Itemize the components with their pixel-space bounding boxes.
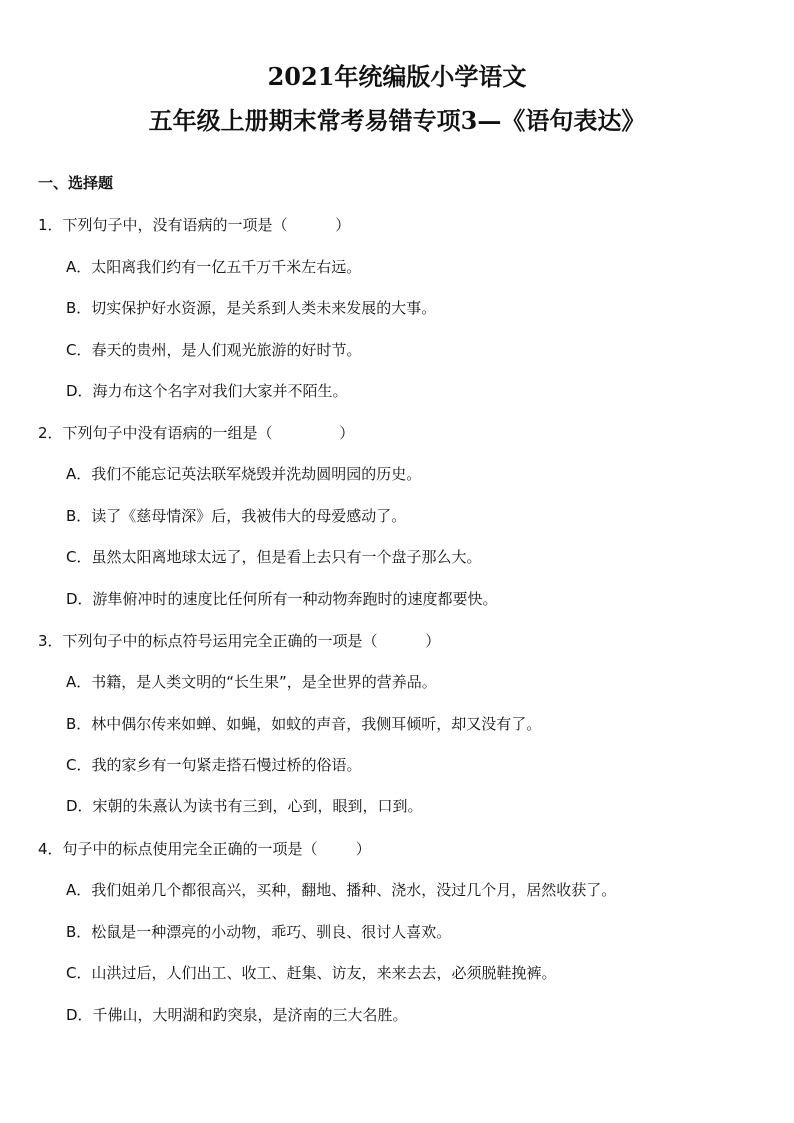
document-title-line-2: 五年级上册期末常考易错专项3—《语句表达》	[148, 106, 646, 135]
question-2-option-b: B．读了《慈母情深》后，我被伟大的母爱感动了。	[66, 507, 407, 525]
question-3-option-b: B．林中偶尔传来如蝉、如蝇，如蚊的声音，我侧耳倾听，却又没有了。	[66, 715, 542, 733]
question-1-option-c: C．春天的贵州，是人们观光旅游的好时节。	[66, 341, 362, 359]
question-1-option-a: A．太阳离我们约有一亿五千万千米左右远。	[66, 258, 362, 276]
question-2-option-a: A．我们不能忘记英法联军烧毁并洗劫圆明园的历史。	[66, 465, 422, 483]
question-4-option-b: B．松鼠是一种漂亮的小动物，乖巧、驯良、很讨人喜欢。	[66, 923, 452, 941]
question-4-option-a: A．我们姐弟几个都很高兴，买种，翻地、播种、浇水，没过几个月，居然收获了。	[66, 881, 617, 899]
question-1-option-b: B．切实保护好水资源，是关系到人类未来发展的大事。	[66, 299, 437, 317]
question-2-option-d: D．游隼俯冲时的速度比任何所有一种动物奔跑时的速度都要快。	[66, 590, 498, 608]
document-title-line-1: 2021年统编版小学语文	[267, 62, 527, 91]
question-1-stem: 1．下列句子中，没有语病的一项是（ ）	[38, 216, 351, 234]
question-2-option-c: C．虽然太阳离地球太远了，但是看上去只有一个盘子那么大。	[66, 548, 482, 566]
question-3-option-d: D．宋朝的朱熹认为读书有三到，心到，眼到，口到。	[66, 797, 423, 815]
section-heading: 一、选择题	[38, 174, 114, 192]
question-4-option-d: D．千佛山，大明湖和趵突泉，是济南的三大名胜。	[66, 1006, 408, 1024]
question-3-option-a: A．书籍，是人类文明的“长生果”，是全世界的营养品。	[66, 673, 437, 691]
question-4-stem: 4．句子中的标点使用完全正确的一项是（ ）	[38, 840, 371, 858]
question-4-option-c: C．山洪过后，人们出工、收工、赶集、访友，来来去去，必须脱鞋挽裤。	[66, 964, 557, 982]
question-3-option-c: C．我的家乡有一句紧走搭石慢过桥的俗语。	[66, 756, 362, 774]
question-2-stem: 2．下列句子中没有语病的一组是（ ）	[38, 424, 355, 442]
question-1-option-d: D．海力布这个名字对我们大家并不陌生。	[66, 382, 348, 400]
question-3-stem: 3．下列句子中的标点符号运用完全正确的一项是（ ）	[38, 632, 441, 650]
